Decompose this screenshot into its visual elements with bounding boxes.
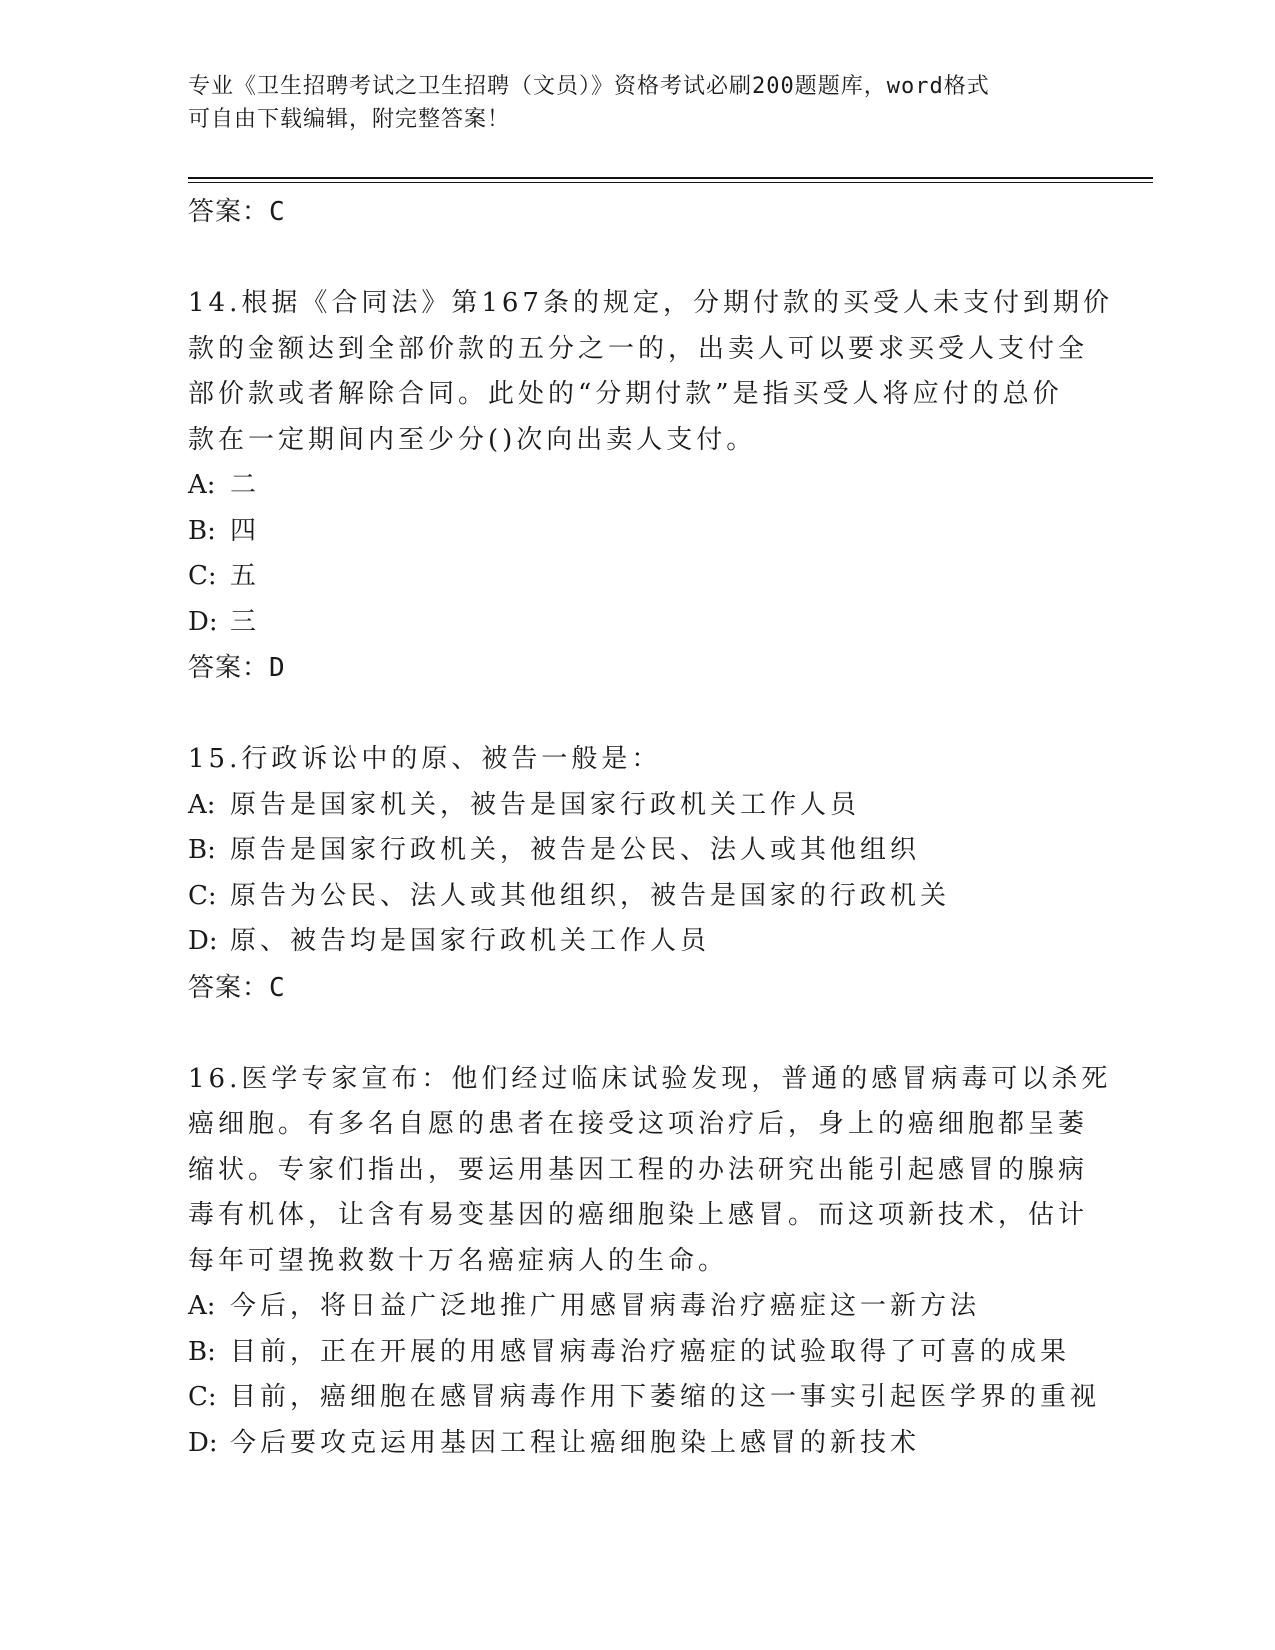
question-stem-line: 癌细胞。有多名自愿的患者在接受这项治疗后，身上的癌细胞都呈萎 xyxy=(188,1109,1089,1139)
question-stem-line: 16.医学专家宣布：他们经过临床试验发现，普通的感冒病毒可以杀死 xyxy=(188,1063,1112,1094)
spacer xyxy=(188,235,1088,281)
option-text: 目前，癌细胞在感冒病毒作用下萎缩的这一事实引起医学界的重视 xyxy=(230,1382,1101,1412)
option-c xyxy=(188,1375,1101,1421)
question-stem-line: 款在一定期间内至少分()次向出卖人支付。 xyxy=(188,424,757,455)
option-text: 原告是国家行政机关，被告是公民、法人或其他组织 xyxy=(230,835,921,865)
question-14 xyxy=(188,281,1113,691)
question-stem-line: 14.根据《合同法》第167条的规定，分期付款的买受人未支付到期价 xyxy=(188,288,1113,318)
option-b xyxy=(188,1330,1088,1376)
option-key: D: xyxy=(188,1427,218,1458)
option-key: D: xyxy=(188,926,218,956)
option-d xyxy=(188,919,1088,965)
question-stem-line: 每年可望挽救数十万名癌症病人的生命。 xyxy=(188,1245,729,1276)
question-16 xyxy=(188,1057,1112,1467)
option-a xyxy=(188,783,1088,829)
answer: 答案：D xyxy=(188,653,286,683)
option-key: C: xyxy=(188,561,217,591)
option-c xyxy=(188,874,1088,920)
option-text: 原、被告均是国家行政机关工作人员 xyxy=(230,926,711,956)
option-d xyxy=(188,600,1088,646)
option-key: C: xyxy=(188,880,217,911)
option-key: B: xyxy=(188,515,216,546)
question-stem-line: 款的金额达到全部价款的五分之一的，出卖人可以要求买受人支付全 xyxy=(188,333,1089,364)
option-text: 今后，将日益广泛地推广用感冒病毒治疗癌症这一新方法 xyxy=(230,1291,981,1321)
document-body xyxy=(188,189,1113,1466)
option-text: 目前，正在开展的用感冒病毒治疗癌症的试验取得了可喜的成果 xyxy=(230,1336,1071,1367)
option-a xyxy=(188,1284,1088,1330)
option-key: A: xyxy=(188,789,216,820)
option-text: 四 xyxy=(230,515,261,546)
previous-answer: 答案：C xyxy=(188,197,286,227)
option-text: 原告为公民、法人或其他组织，被告是国家的行政机关 xyxy=(230,880,951,911)
header-divider xyxy=(188,177,1153,183)
option-a xyxy=(188,463,1088,509)
header-line-2: 可自由下载编辑，附完整答案！ xyxy=(188,107,511,132)
option-text: 三 xyxy=(230,606,261,637)
option-text: 二 xyxy=(230,470,261,500)
question-stem-line: 缩状。专家们指出，要运用基因工程的办法研究出能引起感冒的腺病 xyxy=(188,1154,1089,1185)
option-text: 原告是国家机关，被告是国家行政机关工作人员 xyxy=(230,789,861,820)
option-key: B: xyxy=(188,835,216,865)
header-line-1: 专业《卫生招聘考试之卫生招聘（文员）》资格考试必刷200题题库，word格式 xyxy=(188,74,990,99)
spacer xyxy=(188,1011,1088,1057)
option-d xyxy=(188,1421,1088,1467)
page-header xyxy=(188,70,1088,136)
question-stem-line: 15.行政诉讼中的原、被告一般是： xyxy=(188,744,662,774)
question-15 xyxy=(188,737,1088,1011)
answer: 答案：C xyxy=(188,972,286,1003)
option-text: 今后要攻克运用基因工程让癌细胞染上感冒的新技术 xyxy=(230,1427,921,1458)
option-key: D: xyxy=(188,606,218,637)
option-key: A: xyxy=(188,470,216,500)
option-text: 五 xyxy=(230,561,261,591)
option-key: C: xyxy=(188,1382,217,1412)
option-key: B: xyxy=(188,1336,216,1367)
option-key: A: xyxy=(188,1291,216,1321)
option-c xyxy=(188,554,1088,600)
question-stem-line: 部价款或者解除合同。此处的“分期付款”是指买受人将应付的总价 xyxy=(188,379,1063,409)
spacer xyxy=(188,691,1088,737)
question-stem-line: 毒有机体，让含有易变基因的癌细胞染上感冒。而这项新技术，估计 xyxy=(188,1200,1089,1230)
option-b xyxy=(188,828,1088,874)
option-b xyxy=(188,509,1088,555)
